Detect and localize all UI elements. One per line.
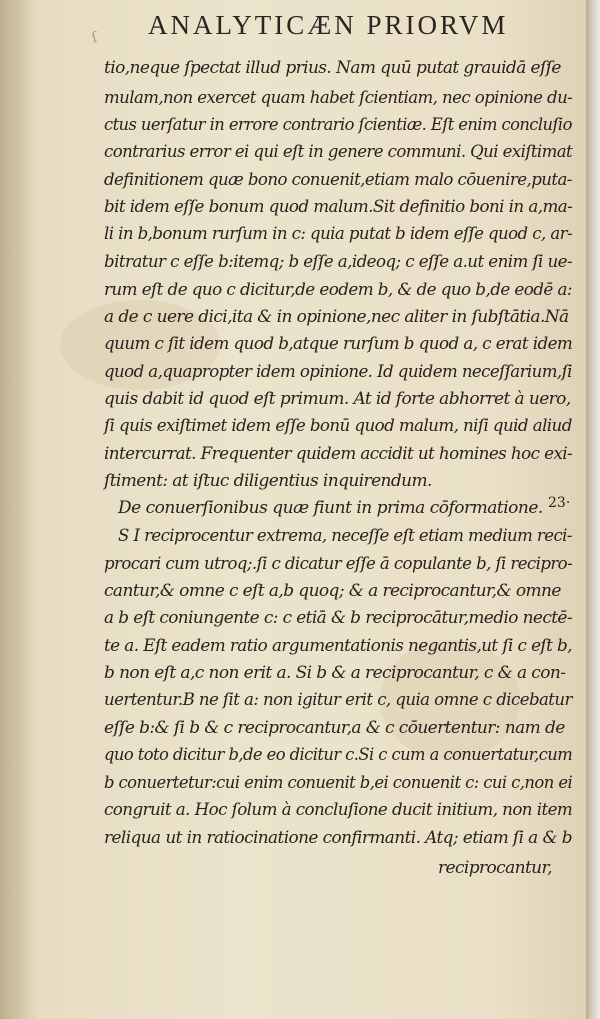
text-line: definitionem quæ bono conuenit,etiam malo cōuenire,puta- (104, 170, 572, 190)
text-line: b non eſt a,c non erit a. Si b & a reciprocantur, c & a con- (104, 663, 566, 683)
text-line: ctus uerſatur in errore contrario ſcientiæ. Eſt enim concluſio (104, 115, 572, 135)
text-line: te a. Eſt eadem ratio argumentationis negantis,ut ſi c eſt b, (104, 636, 572, 656)
text-line: mulam,non exercet quam habet ſcientiam, nec opinione du- (104, 88, 573, 108)
text-line: bit idem eſſe bonum quod malum.Sit definitio boni in a,ma- (104, 197, 573, 217)
text-line: cantur,& omne c eſt a,b quoq; & a reciprocantur,& omne (104, 581, 561, 601)
text-line: quum c ſit idem quod b,atque rurſum b quod a, c erat idem (104, 334, 573, 354)
text-line: bitratur c eſſe b:itemq; b eſſe a,ideoq; c eſſe a.ut enim ſi ue- (104, 252, 573, 272)
text-line: b conuertetur:cui enim conuenit b,ei conuenit c: cui c,non ei (104, 773, 573, 793)
text-line: quo toto dicitur b,de eo dicitur c.Si c cum a conuertatur,cum (104, 745, 573, 765)
running-head: ANALYTICÆN PRIORVM (148, 10, 509, 40)
text-line: congruit a. Hoc ſolum à concluſione ducit initium, non item (104, 800, 573, 820)
text-line: quis dabit id quod eſt primum. At id forte abhorret à uero, (104, 389, 571, 409)
catchword: reciprocantur, (437, 858, 552, 878)
corner-mark: ſ (90, 29, 100, 47)
gutter-shadow (0, 0, 40, 1019)
text-line: contrarius error ei qui eſt in genere communi. Qui exiſtimat (104, 142, 573, 162)
text-line: intercurrat. Frequenter quidem accidit ut homines hoc exi- (104, 444, 573, 464)
text-line: ſi quis exiſtimet idem eſſe bonū quod malum, niſi quid aliud (104, 416, 572, 436)
text-line: a de c uere dici,ita & in opinione,nec aliter in ſubſtātia.Nā (104, 307, 569, 327)
text-line: tio,neque ſpectat illud prius. Nam quū putat grauidā eſſe (104, 58, 561, 78)
page-edge (586, 0, 600, 1019)
section-heading: De conuerſionibus quæ fiunt in prima cōformatione. (118, 498, 543, 518)
text-line: procari cum utroq;.ſi c dicatur eſſe ā copulante b, ſi recipro- (104, 554, 573, 574)
text-line: uertentur.B ne ſit a: non igitur erit c, quia omne c dicebatur (104, 690, 572, 710)
text-line: ſtiment: at iſtuc diligentius inquirendum. (104, 471, 432, 491)
text-line: a b eſt coniungente c: c etiā & b reciprocātur,medio nectē- (104, 608, 572, 628)
text-line: quod a,quapropter idem opinione. Id quidem neceſſarium,ſi (104, 362, 572, 382)
section-number: 23· (548, 495, 571, 511)
text-line: reliqua ut in ratiocinatione confirmanti. Atq; etiam ſi a & b (104, 828, 572, 848)
text-line: S I reciprocentur extrema, neceſſe eſt etiam medium reci- (118, 526, 572, 546)
text-line: eſſe b:& ſi b & c reciprocantur,a & c cōuertentur: nam de (104, 718, 565, 738)
text-line: rum eſt de quo c dicitur,de eodem b, & de quo b,de eodē a: (104, 280, 572, 300)
text-line: li in b,bonum rurſum in c: quia putat b idem eſſe quod c, ar- (104, 224, 573, 244)
